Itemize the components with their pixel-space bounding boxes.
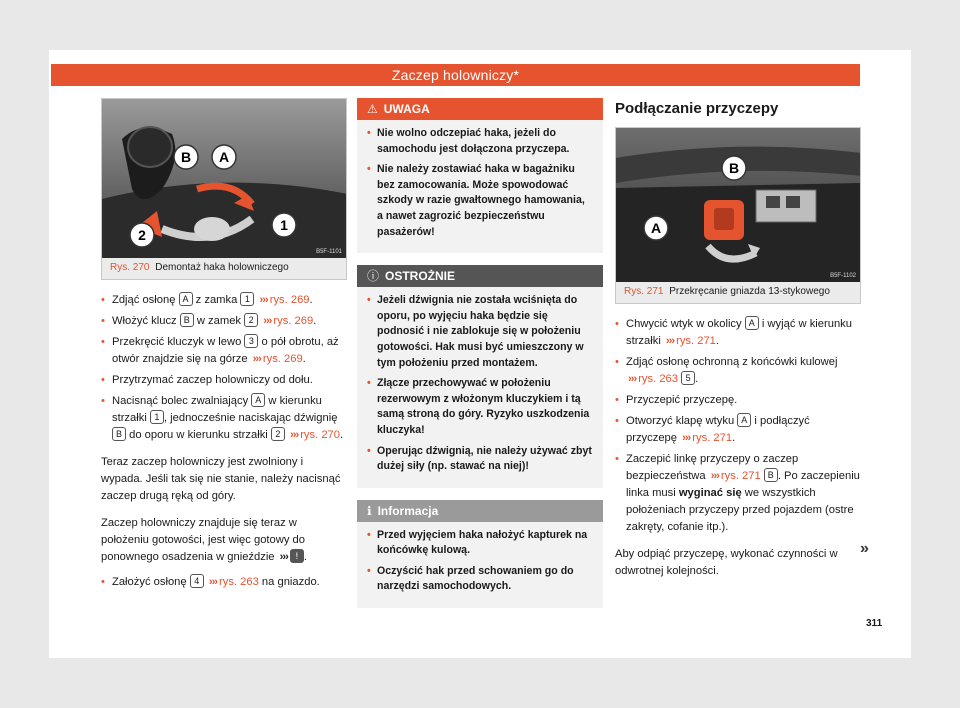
figure-number: Rys. 270 [110, 262, 150, 273]
figure-code: B5F-1101 [316, 249, 342, 255]
callout-b [174, 145, 198, 169]
callout-a [644, 216, 668, 240]
step-list [101, 292, 347, 444]
column-3 [615, 98, 861, 580]
warning-icon: ! [290, 549, 304, 563]
warning-body [357, 120, 603, 253]
continue-mark: » [860, 540, 869, 557]
list-item: • Nacisnąć bolec zwalniający A w kierunku strzałki 1 , jednocześnie naciskając dźwignię B do oporu w kierunku strzałki 2 ››› rys. 270. [101, 393, 347, 444]
list-item: • Przed wyjęciem haka nałożyć kapturek na końcówkę kulową. [367, 528, 593, 559]
info-body [357, 522, 603, 608]
callout-1 [272, 213, 296, 237]
list-item: • Włożyć klucz B w zamek 2 ››› rys. 269. [101, 313, 347, 330]
figure-link[interactable]: rys. 271 [720, 470, 761, 482]
step-list [615, 316, 861, 536]
paragraph: Teraz zaczep holowniczy jest zwolniony i wypada. Jeśli tak się nie stanie, należy nacisnąć zaczep drugą ręką od góry. [101, 456, 341, 502]
list-item: • Przekręcić kluczyk w lewo 3 o pół obrotu, aż otwór znajdzie się na górze ››› rys. 269. [101, 334, 347, 368]
column-1 [101, 98, 347, 595]
figure-271-image [616, 128, 860, 282]
figure-link[interactable]: rys. 263 [638, 373, 678, 385]
list-item: • Jeżeli dźwignia nie została wciśnięta do oporu, po wyjęciu haka będzie się podnosić i nie zablokuje się w położeniu gotowości. Hak musi być umieszczony w tym położeniu przed montażem. [367, 293, 593, 371]
figure-link[interactable]: rys. 271 [692, 432, 733, 444]
section-title: Podłączanie przyczepy [615, 100, 779, 117]
list-item: • Chwycić wtyk w okolicy A i wyjąć w kierunku strzałki ››› rys. 271. [615, 316, 861, 350]
list-item: • Oczyścić hak przed schowaniem go do narzędzi samochodowych. [367, 564, 593, 595]
list-item: • Zaczepić linkę przyczepy o zaczep bezpieczeństwa ››› rys. 271 B . Po zaczepieniu linka musi wyginać się we wszystkich położeniach przyczepy przed pojazdem (ostre zakręty, cofanie itp.). [615, 451, 861, 536]
callout-2 [130, 223, 154, 247]
list-item: • Zdjąć osłonę A z zamka 1 ››› rys. 269. [101, 292, 347, 309]
callout-b [722, 156, 746, 180]
list-item: • Przytrzymać zaczep holowniczy od dołu. [101, 372, 347, 389]
callout-a [212, 145, 236, 169]
svg-text:2: 2 [138, 227, 146, 243]
list-item: • Otworzyć klapę wtyku A i podłączyć przyczepę ››› rys. 271. [615, 413, 861, 447]
figure-link[interactable]: rys. 271 [676, 335, 716, 347]
paragraph: Aby odpiąć przyczepę, wykonać czynności w odwrotnej kolejności. [615, 548, 838, 577]
warning-header: ⚠ UWAGA [357, 98, 603, 120]
warning-triangle-icon: ⚠ [367, 102, 378, 116]
list-item: • Nie należy zostawiać haka w bagażniku bez zamocowania. Może spowodować szkody w razie gwałtownego hamowania, a nawet zagrozić bezpieczeństwu pasażerów! [367, 162, 593, 240]
list-item: • Operując dźwignią, nie należy używać zbyt dużej siły (np. stawać na niej)! [367, 444, 593, 475]
chapter-header: Zaczep holowniczy* [51, 64, 860, 86]
figure-link[interactable]: rys. 270 [300, 429, 340, 441]
svg-text:A: A [650, 220, 662, 236]
list-item: • Przyczepić przyczepę. [615, 392, 861, 409]
figure-270 [101, 98, 347, 280]
figure-caption-text: Przekręcanie gniazda 13-stykowego [669, 286, 830, 297]
figure-271-caption [616, 282, 860, 303]
trailer-socket-illustration [616, 128, 860, 282]
figure-number: Rys. 271 [624, 286, 664, 297]
svg-text:B: B [180, 149, 192, 165]
paragraph: Zaczep holowniczy znajduje się teraz w położeniu gotowości, jest więc gotowy do ponownego osadzenia w gnieździe ››› ! . [101, 517, 307, 563]
caution-header: ⓘ OSTROŻNIE [357, 265, 603, 287]
figure-link[interactable]: rys. 269 [273, 315, 314, 327]
warning-box [357, 98, 603, 253]
info-icon: ℹ [367, 503, 372, 518]
list-item: • Nie wolno odczepiać haka, jeżeli do samochodu jest dołączona przyczepa. [367, 126, 593, 157]
figure-caption-text: Demontaż haka holowniczego [155, 262, 289, 273]
tow-hook-illustration [102, 99, 346, 258]
svg-text:A: A [218, 149, 230, 165]
svg-text:1: 1 [280, 217, 288, 233]
step-list [101, 574, 347, 591]
info-box [357, 500, 603, 608]
page-number: 311 [866, 618, 883, 629]
list-item: • Zdjąć osłonę ochronną z końcówki kulowej ››› rys. 263 5 . [615, 354, 861, 388]
caution-body [357, 287, 603, 488]
figure-270-image [102, 99, 346, 258]
figure-270-caption [102, 258, 346, 279]
caution-box [357, 265, 603, 488]
svg-text:B: B [728, 160, 740, 176]
figure-link[interactable]: rys. 269 [269, 294, 310, 306]
list-item: • Złącze przechowywać w położeniu rezerwowym z włożonym kluczykiem i tą samą stroną do góry. Ryzyko uszkodzenia kluczyka! [367, 376, 593, 438]
figure-271 [615, 127, 861, 304]
info-header: ℹ Informacja [357, 500, 603, 522]
figure-link[interactable]: rys. 263 [219, 576, 259, 588]
figure-link[interactable]: rys. 269 [262, 353, 303, 365]
figure-code: B5F-1102 [830, 273, 856, 279]
list-item: • Założyć osłonę 4 ››› rys. 263 na gniazdo. [101, 574, 347, 591]
column-2 [357, 98, 603, 620]
caution-icon: ⓘ [367, 269, 380, 284]
